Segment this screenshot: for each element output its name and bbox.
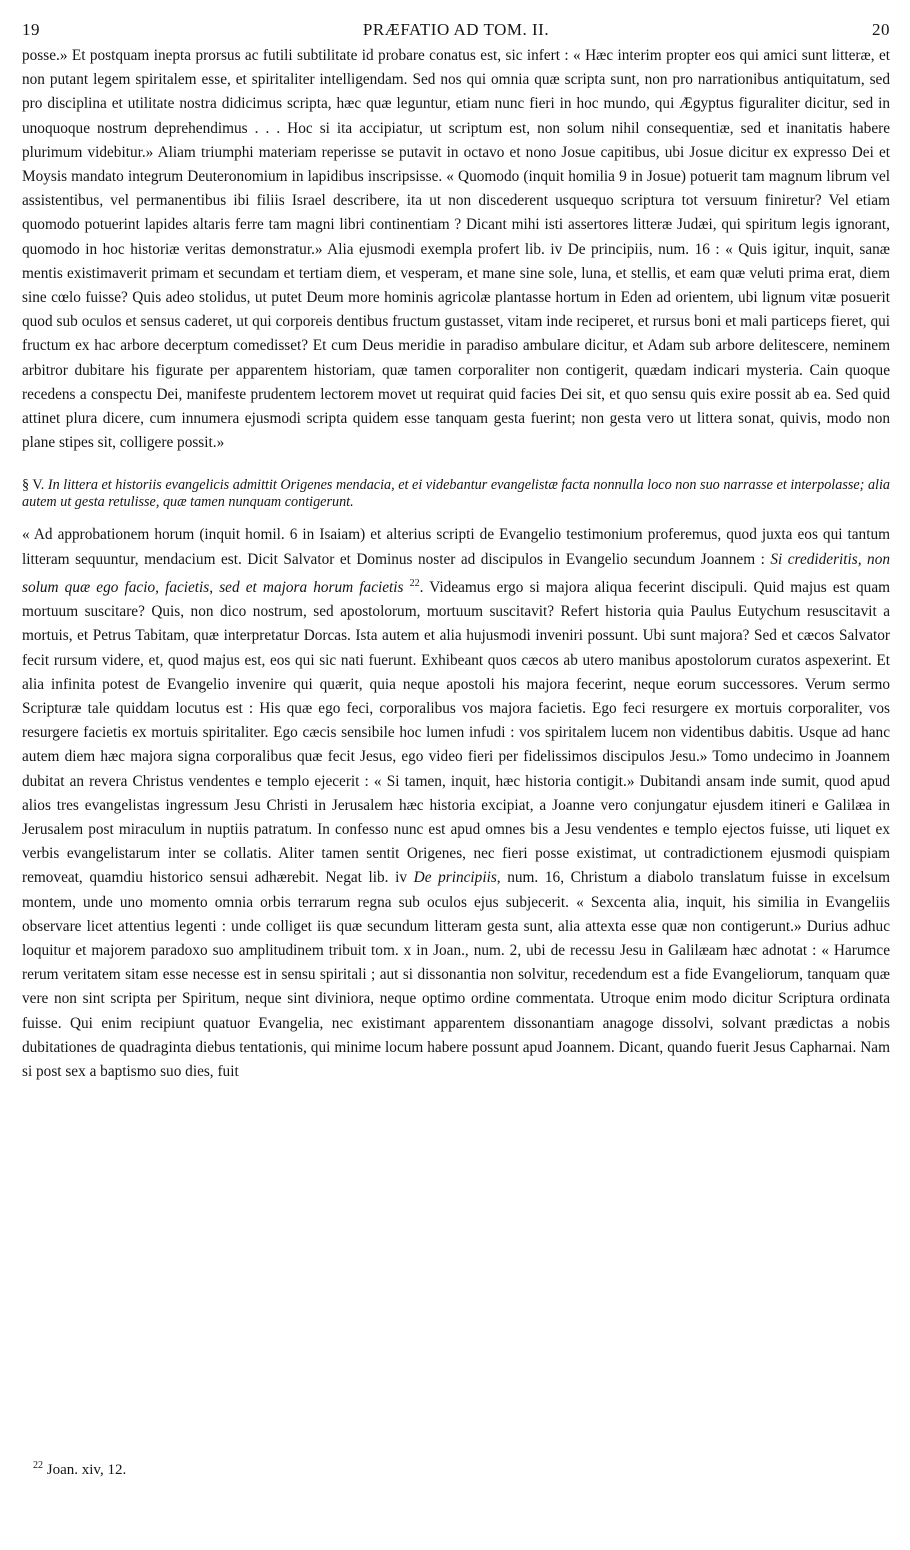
section-number: § V. bbox=[22, 477, 45, 494]
footnote-text: Joan. xiv, 12. bbox=[46, 1462, 127, 1478]
paragraph-1: posse.» Et postquam inepta prorsus ac futili subtilitate id probare conatus est, sic infert : « Hæc interim propter eos qui amici sunt litteræ, et non putant legem spiritalem esse, et spiritaliter intelligendam. Sed nos qui omnia quæ scripta sunt, non pro narrationibus antiquitatum, sed pro disciplina et utilitate nostra didicimus scripta, hæc quæ leguntur, etiam nunc fieri in hoc mundo, qui Ægyptus figuraliter dicitur, sed in unoquoque nostrum deprehendimus . . . Hoc si ita accipiatur, ut scriptum est, non solum nihil consequentiæ, sed et inanitatis habere plurimum videbitur.» Aliam triumphi materiam reperisse se putavit in octavo et nono Josue capitibus, ubi Josue dicitur ex expresso Dei et Moysis mandato integrum Deuteronomium in lapidibus inscripsisse. « Quomodo (inquit homilia 9 in Josue) potuerit tam magnum librum vel assistentibus, vel permanentibus ibi filiis Israel describere, ita ut non discederent usquequo scriptura tot versuum finiretur? Vel etiam quomodo potuerint lapides altaris ferre tam magni libri continentiam ? Dicant mihi isti assertores litteræ Judæi, qui spiritum legis ignorant, quomodo in hoc historiæ veritas demonstratur.» Alia ejusmodi exempla profert lib. iv De principiis, num. 16 : « Quis igitur, inquit, sanæ mentis existimaverit primam et secundam et tertiam diem, et vesperam, et mane sine sole, luna, et stellis, et eam quæ veluti prima erat, diem sine cœlo fuisse? Quis adeo stolidus, ut putet Deum more hominis agricolæ plantasse hortum in Eden ad orientem, ubi lignum vitæ posuerit quod sub oculos et sensus caderet, ut qui corporeis dentibus fructum gustasset, vitam inde reciperet, et rursus boni et mali particeps fieret, qui fructum ex hac arbore decerptum comedisset? Et cum Deus meridie in paradiso ambulare dicitur, et Adam sub arbore delitescere, neminem arbitror dubitare his figurate per apparentem historiam, quæ tamen corporaliter non contigerit, quædam indicari mysteria. Cain quoque recedens a conspectu Dei, manifeste prudentem lectorem movet ut requirat quid facies Dei sit, et quo sensu quis exire possit ab ea. Sed quid attinet plura dicere, cum innumera ejusmodi scripta quidem esse tanquam gesta fuerint; non gesta vero ut littera sonat, quivis, modo non plane stipes sit, colligere possit.» bbox=[22, 47, 890, 452]
paragraph-2-part-b: . Videamus ergo si majora aliqua fecerint discipuli. Quid majus est quam mortuum suscitare? Quis, non dico nostrum, sed apostolorum, mortuum suscitavit? Refert historia quia Paulus Eutychum resuscitavit a mortuis, et Petrus Tabitam, quæ interpretatur Dorcas. Ista autem et alia hujusmodi inveniri possunt. Ubi sunt majora? Sed et cæcos Salvator fecit rursum videre, et, quod majus est, eos qui sic nati fuerunt. Exhibeant quos cæcos ab utero manibus apostolorum curatos aspexerint. Et alia infinita potest de Evangelio invenire qui quærit, quia neque apostoli his majora fecerint, neque eorum successores. Verum sermo Scripturæ tale quiddam locutus est : His quæ ego feci, corporalibus vos majora facietis. Ego feci resurgere ex mortuis corporaliter, vos resurgere facietis ex mortuis spiritaliter. Ego cæcis sensibile hoc lumen infudi : vos spiritalem lucem non videntibus dabitis. Usque ad hanc autem diem hæc majora signa corporalibus quæ fecit Jesus, ego video fieri per fidelissimos discipulos Jesu.» Tomo undecimo in Joannem dubitat an revera Christus vendentes e templo ejecerit : « Si tamen, inquit, hæc historia contigit.» Dubitandi ansam inde sumit, quod apud alios tres evangelistas ingressum Jesu Christi in Jerusalem hæc historia excipiat, a Joanne vero conjungatur ejusdem itineri e Galilæa in Jerusalem post miraculum in nuptiis patratum. In confesso nunc est apud omnes bis a Jesu vendentes e templo ejectos fuisse, uti liquet ex verbis evangelistarum inter se collatis. Aliter tamen sentit Origenes, nec fieri posse existimat, ut contradictionem ejusmodi quispiam removeat, quamdiu historico sensui adhærebit. Negat lib. iv bbox=[22, 578, 891, 887]
page bbox=[22, 14, 890, 1084]
paragraph-2 bbox=[22, 523, 890, 1084]
section-summary: In littera et historiis evangelicis admittit Origenes mendacia, et ei videbantur evangelistæ facta nonnulla loco non suo narrasse et interpolasse; alia autem ut gesta retulisse, quæ tamen nunquam contigerunt. bbox=[22, 477, 891, 511]
footnote-mark: 22 bbox=[33, 1460, 43, 1471]
footnote-reference: 22 bbox=[409, 577, 420, 589]
paragraph-2-part-c: , num. 16, Christum a diabolo translatum fuisse in excelsum montem, unde uno momento omnia orbis terrarum regna sub oculos ejus subjecerit. « Sexcenta alia, inquit, his similia in Evangeliis observare licet attentius legenti : unde colliget iis quæ secundum litteram gesta sunt, alia attexta esse quæ non contigerunt.» Durius adhuc loquitur et majorem paradoxo suo amplitudinem tribuit tom. x in Joan., num. 2, ubi de recessu Jesu in Galilæam hæc adnotat : « Harumce rerum veritatem sitam esse necesse est in sensu spiritali ; aut si dissonantia non solvitur, recedendum est a fide Evangeliorum, tanquam quæ vere non sint scripta per Spiritum, neque sint diviniora, neque optimo ordine commentata. Utroque enim modo dicitur Scriptura ordinata fuisse. Qui enim recipiunt quatuor Evangelia, nec existimant apparentem dissonantiam anagoge dissolvi, solvant prædictas a nobis dubitationes de quadraginta diebus tentationis, qui minime locum habere possunt apud Joannem. Dicant, quando fuerit Jesus Capharnai. Nam si post sex a baptismo suo dies, fuit bbox=[22, 869, 890, 1081]
scripture-quote: Si credideritis, non solum quæ ego facio, facietis, sed et majora horum facietis bbox=[22, 550, 890, 596]
paragraph-2-part-a: « Ad approbationem horum (inquit homil. 6 in Isaiam) et alterius scripti de Evangelio testimonium proferemus, quod juxta eos qui tantum litteram sequuntur, mendacium est. Dicit Salvator et Dominus noster ad discipulos in Evangelio secundum Joannem : bbox=[22, 526, 890, 568]
page-number-left: 19 bbox=[22, 20, 40, 39]
running-header bbox=[22, 14, 890, 44]
work-title: De principiis bbox=[413, 869, 497, 887]
footnote bbox=[33, 1460, 126, 1479]
page-number-right: 20 bbox=[872, 20, 890, 39]
section-heading bbox=[22, 477, 890, 511]
running-title: PRÆFATIO AD TOM. II. bbox=[362, 20, 550, 39]
